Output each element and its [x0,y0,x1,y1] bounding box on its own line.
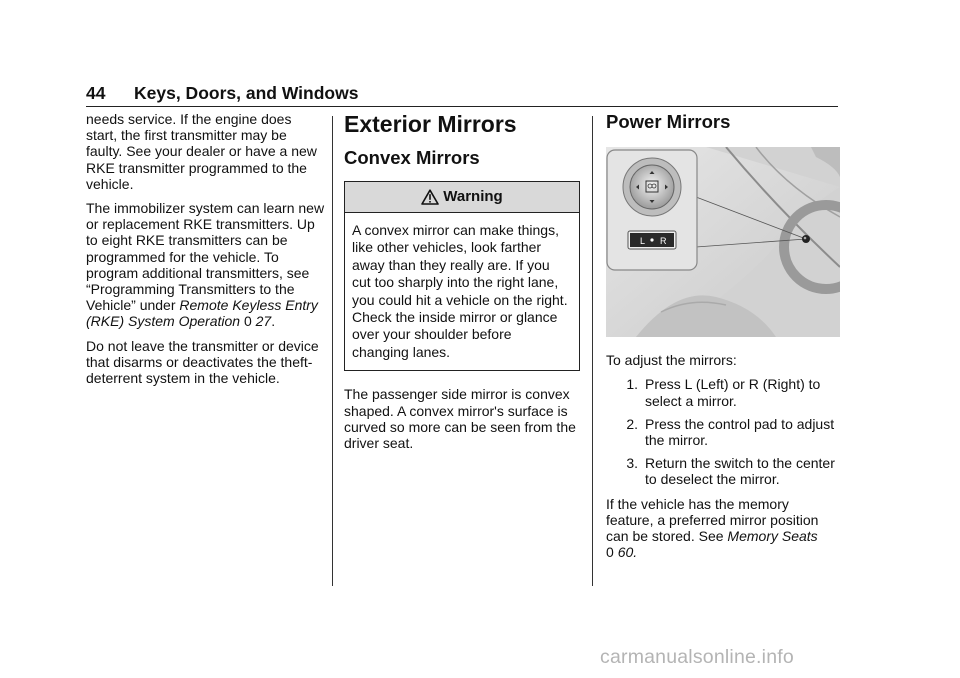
paragraph: Do not leave the transmitter or device that disarms or deactivates the theft-deterrent system in the vehicle. [86,337,319,387]
rke-link[interactable]: Remote Keyless Entry (RKE) System Operation [86,297,318,330]
memory-seats-link[interactable]: Memory Seats [727,528,818,545]
steps-list [606,376,840,487]
paragraph: needs service. If the engine does start, the first transmitter may be faulty. See your dealer or have a new RKE transmitter programmed to the vehicle. [86,111,317,192]
warning-box [344,181,580,371]
page-ref[interactable]: 27 [255,313,272,330]
paragraph: The immobilizer system can learn new or replacement RKE transmitters. Up to eight RKE transmitters can be programmed for the vehicle. To program additional transmitters, see “Programming Transmitters to the Vehicle” under Remote Keyless Entry (RKE) System Operation 0 27. [86,200,325,330]
warning-header [345,182,579,213]
page-ref[interactable]: 60. [617,544,638,561]
list-item: 3. Return the switch to the center to deselect the mirror. [626,455,835,488]
page-header [86,82,838,107]
switch-label-left: L [640,236,646,246]
column-2 [344,111,580,460]
page-number: 44 [86,83,106,103]
column-divider [592,116,593,586]
column-divider [332,116,333,586]
list-item: 2. Press the control pad to adjust the mirror. [626,415,835,449]
warning-label: Warning [443,187,503,205]
column-3 [606,111,840,568]
switch-label-right: R [660,236,667,246]
section-title: Keys, Doors, and Windows [134,83,359,103]
heading-power-mirrors: Power Mirrors [606,111,731,132]
page-ref-arrow: 0 [243,313,252,330]
column-1 [86,111,326,394]
warning-icon [421,189,439,205]
list-item: 1. Press L (Left) or R (Right) to select a mirror. [626,376,821,409]
page-ref-arrow: 0 [606,544,614,561]
watermark: carmanualsonline.info [600,646,794,668]
paragraph: If the vehicle has the memory feature, a preferred mirror position can be stored. See Memory Seats 0 60. [606,495,819,561]
paragraph: The passenger side mirror is convex shaped. A convex mirror's surface is curved so more can be seen from the driver seat. [344,386,576,452]
heading-convex-mirrors: Convex Mirrors [344,147,480,168]
paragraph: To adjust the mirrors: [606,352,737,369]
heading-exterior-mirrors: Exterior Mirrors [344,111,517,137]
mirror-control-illustration [606,147,840,337]
warning-text: A convex mirror can make things, like other vehicles, look farther away than they really are. If you cut too sharply into the right lane, you could hit a vehicle on the right. Check the inside mirror or glance over your shoulder before changing lanes. [352,222,568,360]
